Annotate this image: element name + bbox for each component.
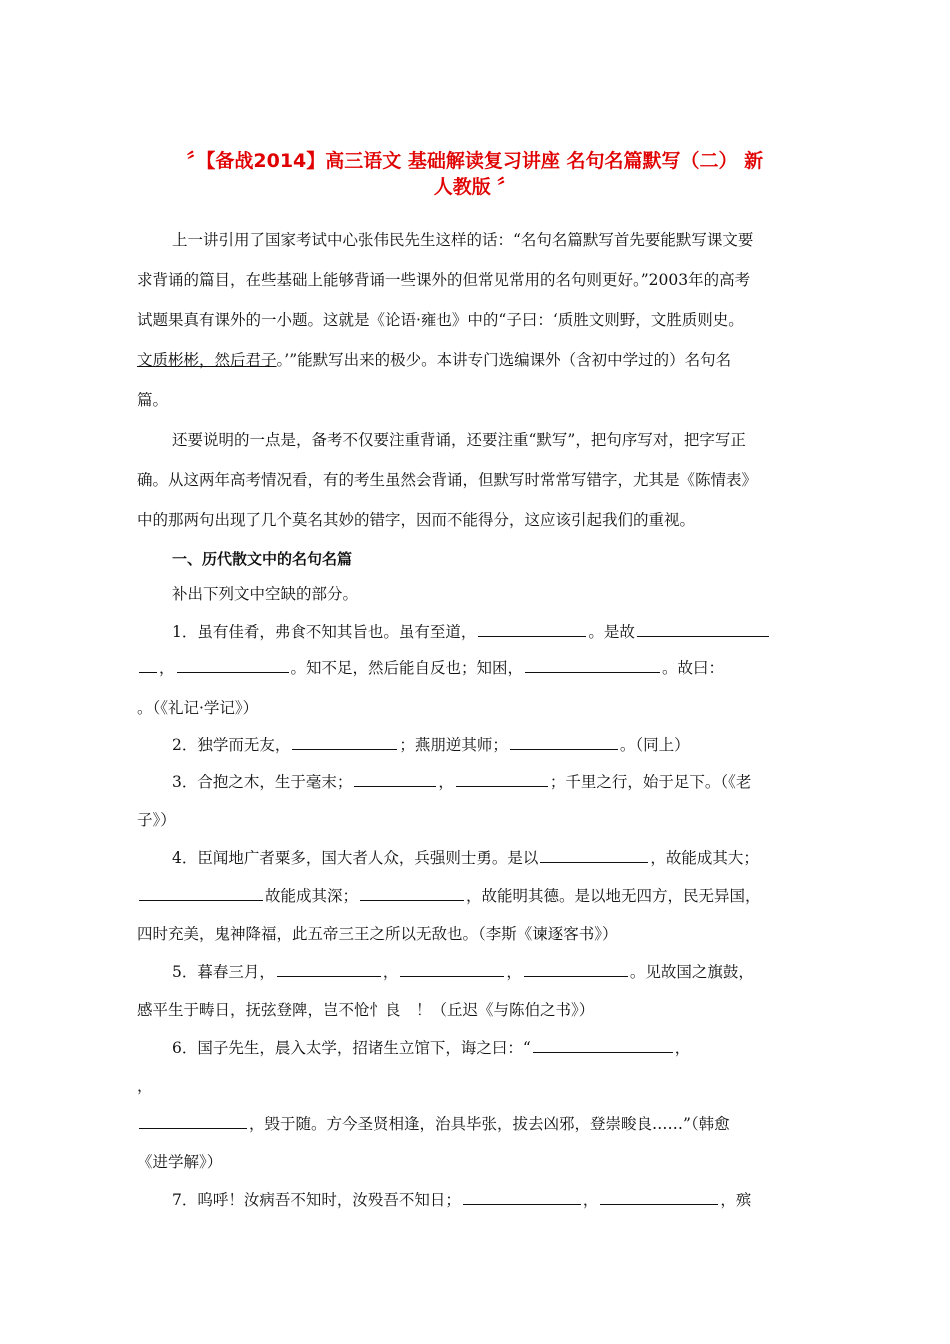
q3-text: ， — [438, 773, 454, 791]
intro-line: 确。从这两年高考情况看，有的考生虽然会背诵，但默写时常常写错字，尤其是《陈情表》 — [137, 471, 758, 489]
q5-text: ， — [506, 963, 522, 981]
underlined-quote: 文质彬彬，然后君子 — [137, 351, 277, 369]
title-line-2: 人教版 〞 — [433, 176, 517, 198]
q7-text: ， — [582, 1191, 599, 1209]
intro-text: 。’”能默写出来的极少。本讲专门选编课外（含初中学过的）名句名 — [276, 351, 732, 369]
q1-text: 1．虽有佳肴，弗食不知其旨也。虽有至道， — [172, 623, 477, 641]
q4-text: 4．臣闻地广者粟多，国大者人众，兵强则士勇。是以 — [172, 849, 539, 867]
question-6-cont: ， — [137, 1077, 153, 1095]
q3-text: 3．合抱之木，生于毫末； — [172, 773, 353, 791]
answer-blank[interactable] — [524, 962, 628, 977]
q5-text: 。见故国之旗鼓， — [629, 963, 754, 981]
q2-text: 2．独学而无友， — [172, 736, 291, 754]
q7-text: 7．呜呼！汝病吾不知时，汝殁吾不知日； — [172, 1191, 461, 1209]
answer-blank[interactable] — [139, 658, 157, 673]
intro-line: 篇。 — [137, 391, 169, 409]
q4-text: ，故能明其德。是以地无四方，民无异国， — [466, 887, 761, 905]
q1-text: ， — [159, 659, 175, 677]
q2-text: ；燕朋逆其师； — [399, 736, 508, 754]
answer-blank[interactable] — [456, 772, 548, 787]
question-1-cont — [137, 656, 724, 678]
section-heading: 一、历代散文中的名句名篇 — [172, 550, 353, 568]
q7-text: ，殡 — [720, 1191, 752, 1209]
answer-blank[interactable] — [177, 658, 289, 673]
question-1-cont: 。（《礼记·学记》） — [137, 699, 259, 717]
answer-blank[interactable] — [354, 772, 436, 787]
answer-blank[interactable] — [139, 886, 263, 901]
q6-text: ，毁于随。方今圣贤相逢，治具毕张，拔去凶邪，登崇畯良……”（韩愈 — [249, 1115, 730, 1133]
question-4 — [172, 846, 759, 868]
q5-text: 5．暮春三月， — [172, 963, 275, 981]
document-title — [130, 148, 820, 200]
answer-blank[interactable] — [533, 1038, 673, 1053]
question-3-cont: 子》） — [137, 811, 176, 829]
answer-blank[interactable] — [277, 962, 381, 977]
answer-blank[interactable] — [600, 1190, 718, 1205]
q1-text: 。故曰： — [662, 659, 725, 677]
answer-blank[interactable] — [637, 622, 769, 637]
q1-text: 。知不足，然后能自反也；知困， — [290, 659, 524, 677]
question-2 — [172, 733, 690, 755]
question-6-cont — [137, 1112, 730, 1134]
intro-line — [137, 348, 731, 370]
intro-line: 还要说明的一点是，备考不仅要注重背诵，还要注重“默写”，把句序写对，把字写正 — [172, 431, 746, 449]
answer-blank[interactable] — [400, 962, 504, 977]
question-4-cont: 四时充美，鬼神降福，此五帝三王之所以无敌也。（李斯《谏逐客书》） — [137, 925, 618, 943]
answer-blank[interactable] — [292, 735, 397, 750]
answer-blank[interactable] — [463, 1190, 581, 1205]
q4-text: 故能成其深； — [265, 887, 359, 905]
q6-text: ， — [674, 1039, 691, 1057]
q5-text: ， — [382, 963, 399, 981]
instruction: 补出下列文中空缺的部分。 — [172, 585, 359, 603]
question-1 — [172, 620, 771, 642]
question-5-cont: 感平生于畴日，抚弦登陴，岂不怆忄良 ！（丘迟《与陈伯之书》） — [137, 1001, 595, 1019]
q1-text: 。是故 — [588, 623, 635, 641]
intro-line: 上一讲引用了国家考试中心张伟民先生这样的话：“名句名篇默写首先要能默写课文要 — [172, 231, 754, 249]
question-7 — [172, 1188, 751, 1210]
intro-line: 试题果真有课外的一小题。这就是《论语·雍也》中的“子曰：‘质胜文则野，文胜质则史。 — [137, 311, 744, 329]
answer-blank[interactable] — [510, 735, 618, 750]
question-6-cont: 《进学解》） — [137, 1153, 223, 1171]
q2-text: 。（同上） — [619, 736, 690, 754]
intro-line: 中的那两句出现了几个莫名其妙的错字，因而不能得分，这应该引起我们的重视。 — [137, 511, 696, 529]
answer-blank[interactable] — [478, 622, 586, 637]
question-5 — [172, 960, 754, 982]
q3-text: ；千里之行，始于足下。（《老 — [549, 773, 752, 791]
q4-text: ，故能成其大； — [650, 849, 759, 867]
intro-line: 求背诵的篇目，在些基础上能够背诵一些课外的但常见常用的名句则更好。”2003年的高考 — [137, 271, 751, 289]
q6-text: 6．国子先生，晨入太学，招诸生立馆下，诲之曰：“ — [172, 1039, 531, 1057]
question-4-cont — [137, 884, 761, 906]
answer-blank[interactable] — [360, 886, 464, 901]
answer-blank[interactable] — [525, 658, 660, 673]
question-6 — [172, 1036, 690, 1058]
answer-blank[interactable] — [139, 1114, 247, 1129]
title-line-1: 〞【备战2014】高三语文 基础解读复习讲座 名句名篇默写（二） 新 — [186, 150, 764, 172]
answer-blank[interactable] — [540, 848, 648, 863]
question-3 — [172, 770, 751, 792]
